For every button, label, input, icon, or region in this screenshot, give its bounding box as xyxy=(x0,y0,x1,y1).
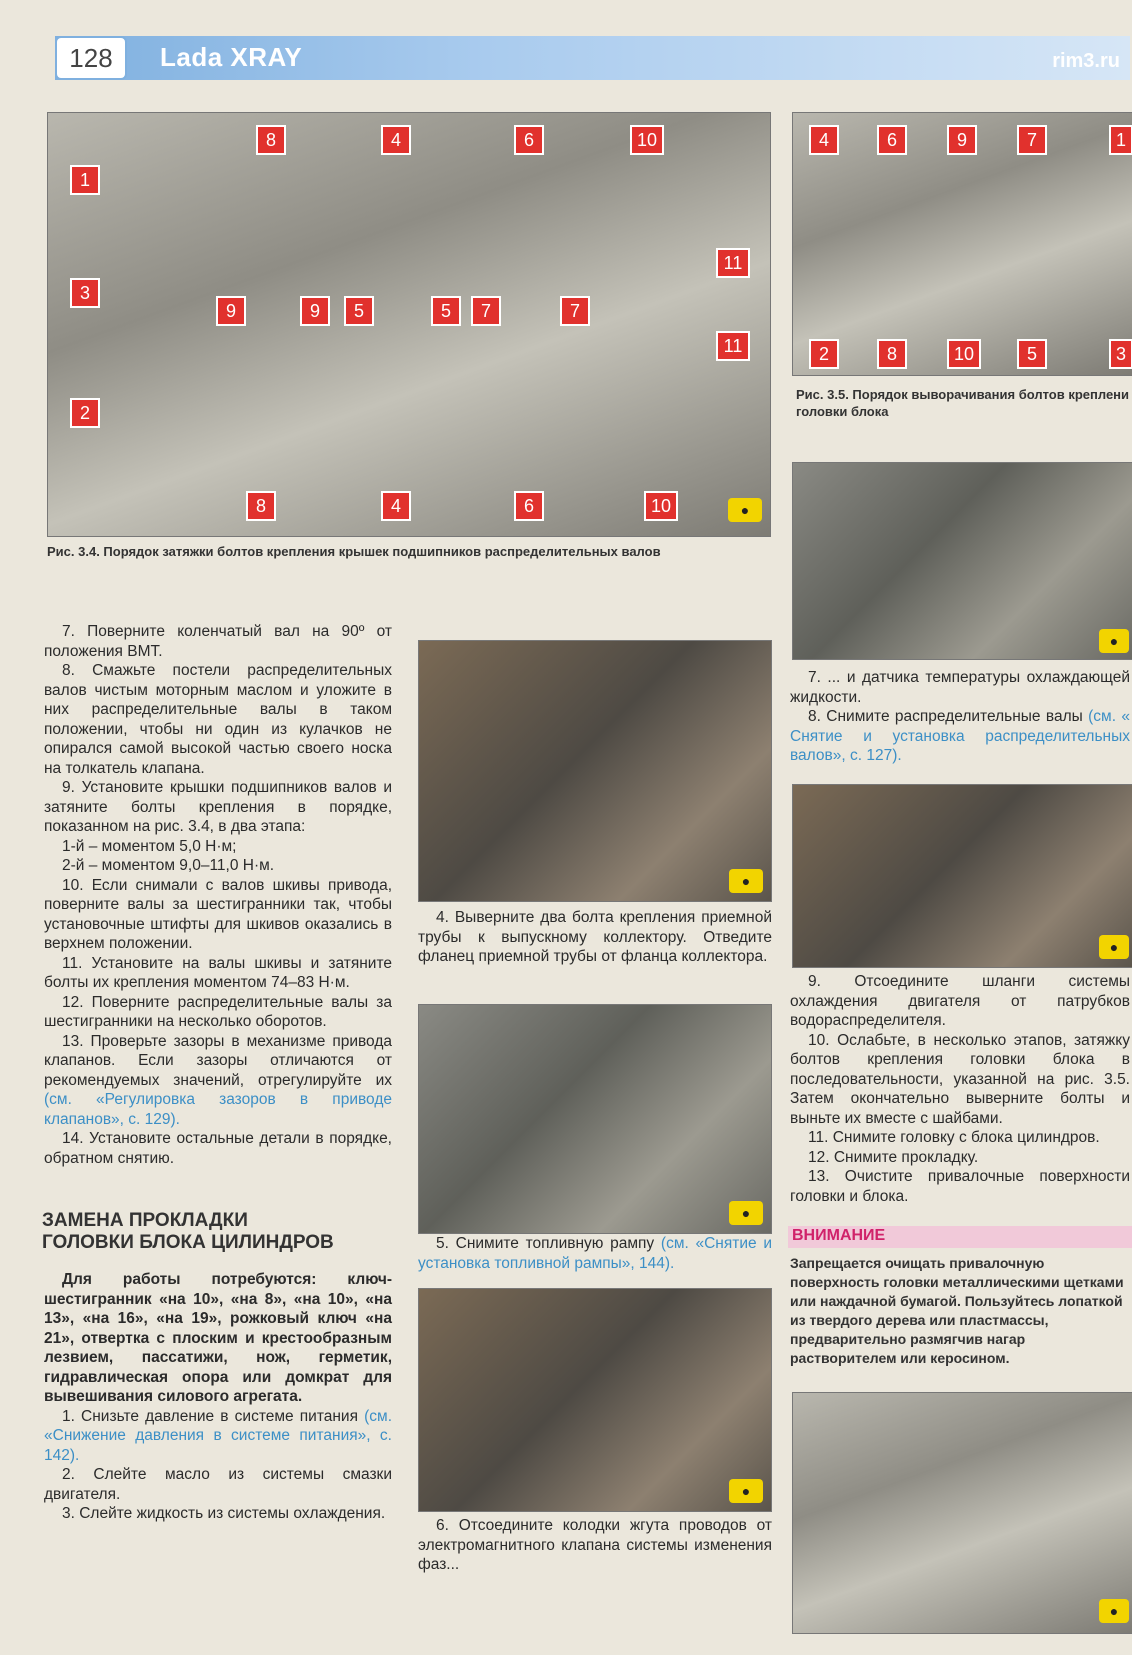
book-title: Lada XRAY xyxy=(160,42,303,72)
fig35-marker: 4 xyxy=(809,125,839,155)
page-number: 128 xyxy=(55,36,127,80)
fig35-marker: 7 xyxy=(1017,125,1047,155)
fig34-marker: 9 xyxy=(300,296,330,326)
fig34-marker: 10 xyxy=(644,491,678,521)
fig35-marker: 2 xyxy=(809,339,839,369)
fig34-marker: 3 xyxy=(70,278,100,308)
photo-coolant-hoses xyxy=(792,784,1132,968)
fig34-marker: 2 xyxy=(70,398,100,428)
fig34-marker: 1 xyxy=(70,165,100,195)
fig35-marker: 5 xyxy=(1017,339,1047,369)
fig34-marker: 8 xyxy=(256,125,286,155)
site-watermark: rim3.ru xyxy=(1052,50,1120,72)
figure-3-4-photo xyxy=(47,112,771,537)
fig34-marker: 11 xyxy=(716,248,750,278)
fig34-marker: 8 xyxy=(246,491,276,521)
photo-fuel-rail xyxy=(418,1004,772,1234)
figure-3-5-photo xyxy=(792,112,1132,376)
caption-steps-9-13: 9. Отсоедините шланги системы охлаждения двигателя от патрубков водораспределителя. 10. Ослабьте, в несколько этапов, затяжку болтов крепления головки блока в последовательности, указанной на рис. 3.5. Затем окончательно выверните болты и выньте их вместе с шайбами. 11. Снимите головку с блока цилиндров. 12. Снимите прокладку. 13. Очистите привалочные поверхности головки и блока. xyxy=(790,973,1130,1205)
fig34-marker: 6 xyxy=(514,491,544,521)
link-valve-clearance[interactable]: (см. «Регулировка зазоров в приводе клапанов», с. 129). xyxy=(44,1091,392,1128)
fig34-marker: 5 xyxy=(431,296,461,326)
fig34-marker: 7 xyxy=(471,296,501,326)
fig34-marker: 9 xyxy=(216,296,246,326)
link-camshafts[interactable]: (см. « Снятие и установка распределительных валов», с. 127). xyxy=(790,708,1130,764)
fig34-marker: 4 xyxy=(381,491,411,521)
fig35-marker: 8 xyxy=(877,339,907,369)
link-fuel-rail[interactable]: (см. «Снятие и установка топливной рампы», 144). xyxy=(418,1235,773,1272)
fig35-marker: 3 xyxy=(1109,339,1132,369)
fig35-marker: 10 xyxy=(947,339,981,369)
photo-wiring-connector xyxy=(418,1288,772,1512)
figure-3-5-caption: Рис. 3.5. Порядок выворачивания болтов креплени головки блока xyxy=(796,387,1130,419)
column-1-text: 7. Поверните коленчатый вал на 90º от положения ВМТ. 8. Смажьте постели распределительных валов чистым моторным маслом и уложите в них распределительные валы в таком положении, чтобы ни один из кулачков не опирался самой высокой частью своего носка на толкатель клапана. 9. Установите крышки подшипников валов и затяните болты крепления в порядке, показанном на рис. 3.4, в два этапа: 1-й – моментом 5,0 Н·м; 2-й – моментом 9,0–11,0 Н·м. 10. Если снимали с валов шкивы привода, поверните валы за шестигранники так, чтобы установочные штифты для шкивов оказались в верхнем положении. 11. Установите на валы шкивы и затяните болты их крепления моментом 74–83 Н·м. 12. Поверните распределительные валы за шестигранники на несколько оборотов. 13. Проверьте зазоры в механизме привода клапанов. Если зазоры отличаются от рекомендуемых значений, отрегулируйте их (см. «Регулировка зазоров в приводе клапанов», с. 129). 14. Установите остальные детали в порядке, обратном снятию. xyxy=(44,623,392,1167)
fig34-marker: 5 xyxy=(344,296,374,326)
car-logo-icon: ● xyxy=(1099,935,1129,959)
caption-step-5: 5. Снимите топливную рампу (см. «Снятие и установка топливной рампы», 144). xyxy=(418,1235,773,1272)
figure-3-4-caption: Рис. 3.4. Порядок затяжки болтов крепления крышек подшипников распределительных валов xyxy=(47,544,661,559)
caption-step-6: 6. Отсоедините колодки жгута проводов от электромагнитного клапана системы изменения фаз... xyxy=(418,1517,772,1573)
photo-temp-sensor xyxy=(792,462,1132,660)
fig34-marker: 7 xyxy=(560,296,590,326)
fig34-marker: 10 xyxy=(630,125,664,155)
column-1-procedure: Для работы потребуются: ключ-шестигранник «на 10», «на 8», «на 10», «на 13», «на 16», «на 19», рожковый ключ «на 21», отвертка с плоским и крестообразным лезвием, пассатижи, нож, герметик, гидравлическая опора или домкрат для вывешивания силового агрегата. 1. Снизьте давление в системе питания (см. «Снижение давления в системе питания», с. 142). 2. Слейте масло из системы смазки двигателя. 3. Слейте жидкость из системы охлаждения. xyxy=(44,1271,392,1522)
fig34-marker: 6 xyxy=(514,125,544,155)
car-logo-icon: ● xyxy=(729,869,763,893)
fig34-marker: 4 xyxy=(381,125,411,155)
photo-cylinder-head xyxy=(792,1392,1132,1634)
car-logo-icon: ● xyxy=(729,1479,763,1503)
photo-exhaust-pipe xyxy=(418,640,772,902)
car-logo-icon: ● xyxy=(1099,1599,1129,1623)
fig34-marker: 11 xyxy=(716,331,750,361)
section-title: ЗАМЕНА ПРОКЛАДКИ ГОЛОВКИ БЛОКА ЦИЛИНДРОВ xyxy=(42,1210,334,1253)
warning-text: Запрещается очищать привалочную поверхность головки металлическими щетками или наждачной бумагой. Пользуйтесь лопаткой из твердого дерева или пластмассы, предварительно размягчив нагар растворителем или керосином. xyxy=(790,1255,1124,1366)
fig35-marker: 6 xyxy=(877,125,907,155)
car-logo-icon: ● xyxy=(729,1201,763,1225)
fig35-marker: 1 xyxy=(1109,125,1132,155)
caption-step-4: 4. Выверните два болта крепления приемной трубы к выпускному коллектору. Отведите фланец приемной трубы от фланца коллектора. xyxy=(418,909,772,965)
link-fuel-pressure[interactable]: (см. «Снижение давления в системе питания», с. 142). xyxy=(44,1407,392,1464)
fig35-marker: 9 xyxy=(947,125,977,155)
car-logo-icon: ● xyxy=(1099,629,1129,653)
warning-title: ВНИМАНИЕ xyxy=(788,1226,1132,1248)
caption-step-7-8: 7. ... и датчика температуры охлаждающей жидкости. 8. Снимите распределительные валы (см. « Снятие и установка распределительных валов», с. 127). xyxy=(790,669,1130,764)
car-logo-icon: ● xyxy=(728,498,762,522)
